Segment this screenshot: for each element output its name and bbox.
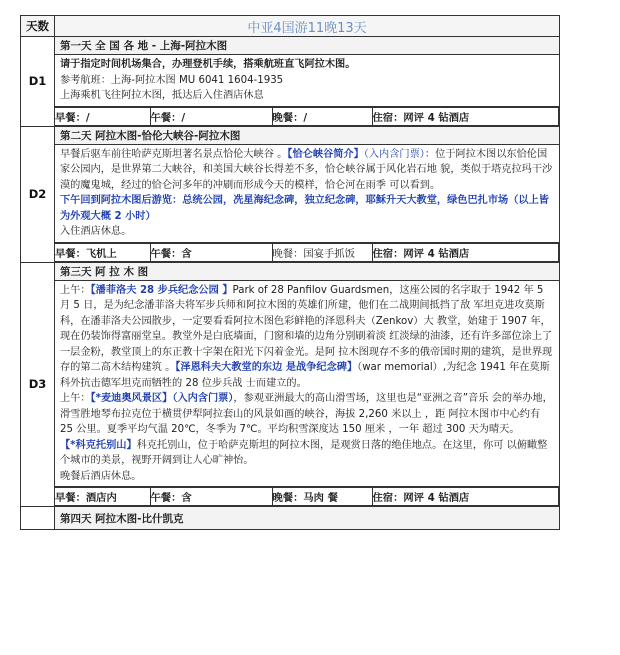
hotel-d1: 住宿：网评 4 钻酒店: [372, 107, 559, 125]
day-label-d1: D1: [21, 37, 55, 127]
d2-p1-text: 早餐后驱车前往哈萨克斯坦著名景点恰伦大峡谷 。: [60, 148, 288, 160]
d2-p1-highlight: 【恰仑峡谷简介】: [287, 148, 364, 160]
meals-d3: [55, 487, 560, 507]
breakfast-d3: 早餐：酒店内: [55, 488, 150, 506]
d3-p2-highlight: 【*麦迪奥风景区】（入内含门票）: [90, 393, 234, 404]
d3-paragraph-3: [60, 438, 555, 469]
day-label-d4: [21, 507, 55, 530]
day-column-header: 天数: [21, 16, 55, 37]
d3-p1-highlight-2: 【泽恩科夫大教堂的东边 是战争纪念碑】: [175, 362, 358, 373]
hotel-d3: 住宿：网评 4 钻酒店: [372, 488, 559, 506]
dinner-d1: 晚餐：/: [272, 107, 372, 125]
d2-paragraph-2: 下午回到阿拉木图后游览：总统公园，冼星海纪念碑，独立纪念碑，耶稣升天大教堂，绿色巴扎市场（以上皆为外观大概 2 小时）: [60, 195, 549, 222]
day-title-d3: 第三天 阿 拉 木 图: [55, 262, 560, 280]
d2-paragraph-3: 入住酒店休息。: [60, 226, 132, 237]
day-label-d2: D2: [21, 126, 55, 262]
meals-d2: [55, 242, 560, 262]
d2-p1-ticket: （入内含门票）: [363, 148, 425, 160]
lunch-d1: 午餐：/: [150, 107, 272, 125]
d3-p3-highlight: 【*科克托别山】: [60, 439, 137, 451]
d3-p1-time: 上午：: [60, 284, 91, 296]
breakfast-d2: 早餐：飞机上: [55, 243, 150, 261]
day-title-d1: 第一天 全 国 各 地 - 上海-阿拉木图: [55, 37, 560, 55]
d2-paragraph-1: [60, 147, 555, 194]
dinner-d2: 晚餐：国宴手抓饭: [272, 243, 372, 261]
itinerary-title: 中亚4国游11晚13天: [55, 16, 560, 37]
d1-line3: 上海乘机飞往阿拉木图，抵达后入住酒店休息: [60, 90, 264, 101]
d3-paragraph-1: [60, 283, 555, 392]
d2-p1-desc: ：位于阿拉木图以东恰伦国家公园内，是世界第二大峡谷，和美国大峡谷长得差不多，恰仑峡谷属于风化岩石地 貌，类似于塔克拉玛干沙漠的魔鬼城，经过的恰仑河多年的冲刷而形成今天的模样，恰仑河在雨季 可以看到。: [60, 148, 553, 191]
d3-p2-time: 上午：: [60, 393, 91, 404]
d3-p1-desc: Park of 28 Panfilov Guardsmen，这座公园的名字取于 1942 年 5 月 5 日，是为纪念潘菲洛夫将军步兵师和阿拉木图的英雄们所建，他们在二战期间抵挡了敌 军坦克进攻莫斯科，在潘菲洛夫公园散步，一定要看看阿拉木图色彩鲜艳的泽恩科夫（Zenkov）大 教堂，始建于 1907 年，现在仍装饰得富丽堂皇。教堂外是白底墙面，门窗和墙的边角分别刷着淡 红淡绿的油漆，还有许多部位涂上了一层金粉，教堂顶上的东正教十字架在阳光下闪着金光。是阿 拉木图现存不多的俄帝国时期的建筑，是世界现存的第二高木结构建筑 。: [60, 284, 553, 373]
day-body-d2: [55, 144, 560, 242]
day-body-d1: [55, 55, 560, 107]
d1-line2: 参考航班：上海-阿拉木图 MU 6041 1604-1935: [60, 74, 284, 86]
day-title-d2: 第二天 阿拉木图-恰伦大峡谷-阿拉木图: [55, 126, 560, 144]
itinerary-table: [20, 15, 560, 530]
d3-p3-desc: 科克托别山，位于哈萨克斯坦的阿拉木图，是观赏日落的绝佳地点。在这里，你可 以俯瞰整个城市的美景，视野开阔到让人心旷神怡。: [60, 439, 548, 466]
day-body-d3: [55, 280, 560, 487]
day-label-d3: D3: [21, 262, 55, 507]
d3-p2-desc: ，参观亚洲最大的高山滑雪场，这里也是“亚洲之音”音乐 会的举办地，滑雪胜地琴布拉克位于横贯伊犁阿拉套山的风景如画的峡谷，海拔 2,260 米以上 ，距 阿拉木图市中心约有 25 公里。夏季平均气温 20℃，冬季为 7℃。平均积雪深度达 150 厘米 ，一年 超过 300 天为晴天。: [60, 393, 553, 435]
header-row: [21, 16, 560, 37]
hotel-d2: 住宿：网评 4 钻酒店: [372, 243, 559, 261]
d3-paragraph-2: [60, 391, 555, 438]
lunch-d3: 午餐：含: [150, 488, 272, 506]
d3-p1-desc-2: （war memorial）,为纪念 1941 年在莫斯科外抗击德军坦克而牺牲的 28 位步兵战 士而建立的。: [60, 362, 550, 389]
dinner-d3: 晚餐：马肉 餐: [272, 488, 372, 506]
d3-p1-highlight: 【潘菲洛夫 28 步兵纪念公园 】: [90, 284, 233, 296]
breakfast-d1: 早餐：/: [55, 107, 150, 125]
day-title-d4: 第四天 阿拉木图-比什凯克: [55, 507, 560, 530]
d3-paragraph-4: 晚餐后酒店休息。: [60, 470, 142, 482]
meals-d1: [55, 106, 560, 126]
lunch-d2: 午餐：含: [150, 243, 272, 261]
d1-line1: 请于指定时间机场集合，办理登机手续，搭乘航班直飞阿拉木图。: [60, 59, 356, 70]
